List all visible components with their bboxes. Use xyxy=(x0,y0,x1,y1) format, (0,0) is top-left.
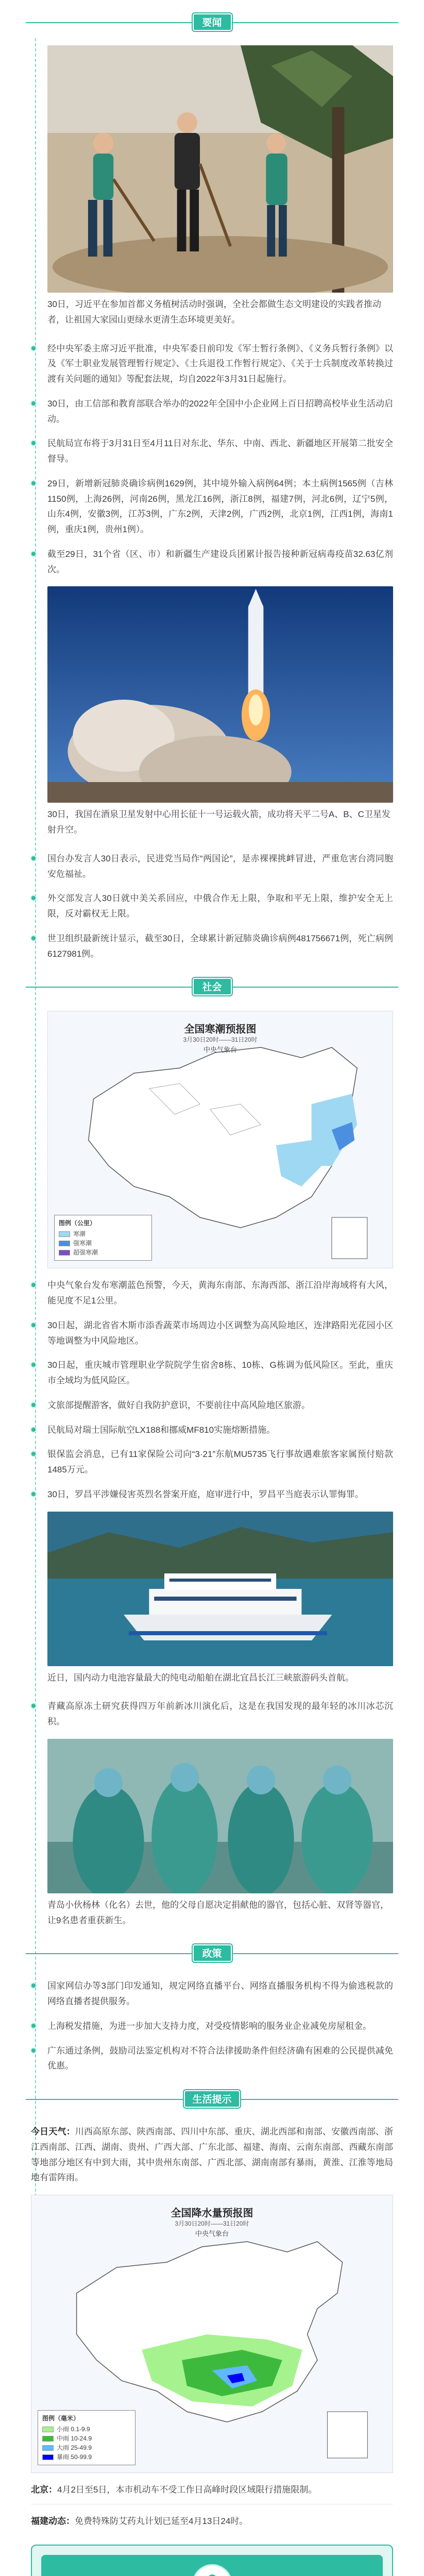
life-header xyxy=(26,2084,398,2115)
news-item: 30日，由工信部和教育部联合举办的2022年全国中小企业网上百日招聘高校毕业生活动启动。 xyxy=(47,396,393,427)
page xyxy=(0,7,424,2576)
life-item: 福建动态：免费特殊防艾药丸计划已延至4月13日24时。 xyxy=(31,2516,248,2526)
life-badge: 生活提示 xyxy=(184,2090,240,2108)
rain-map-legend: 图例（毫米） 小雨 0.1-9.9 中雨 10-24.9 大雨 25-49.9 暴雨 50-99.9 xyxy=(38,2410,135,2465)
society-item: 文旅部提醒游客，做好自我防护意识，不要前往中高风险地区旅游。 xyxy=(47,1398,393,1413)
policy-item: 上海税发措施，为进一步加大支持力度，对受疫情影响的服务业企业减免房屋租金。 xyxy=(47,2019,393,2034)
news-item: 29日，新增新冠肺炎确诊病例1629例，其中境外输入病例64例；本土病例1565例（吉林1150例，上海26例，河南26例，黑龙江16例，浙江8例，福建7例，河北6例，辽宁5例，山东4例，安徽3例，江苏3例，广东2例，天津2例，广西2例，北京1例，江西1例，海南1例，重庆1例，贵州1例）。 xyxy=(47,476,393,537)
policy-item: 国家网信办等3部门印发通知，规定网络直播平台、网络直播服务机构不得为偷逃税款的网络直播者提供服务。 xyxy=(47,1978,393,2009)
news-item: 截至29日，31个省（区、市）和新疆生产建设兵团累计报告接种新冠病毒疫苗32.63亿剂次。 xyxy=(47,547,393,578)
society-item: 中央气象台发布寒潮蓝色预警，今天，黄海东南部、东海西部、浙江沿岸海域将有大风，能见度不足1公里。 xyxy=(47,1278,393,1309)
news-badge: 要闻 xyxy=(193,13,232,31)
map-subtitle: 3月30日20时——31日20时 xyxy=(183,1036,258,1044)
policy-badge: 政策 xyxy=(193,1944,232,1962)
electric-ship-caption: 近日，国内动力电池容量最大的纯电动船舶在湖北宜昌长江三峡旅游码头首航。 xyxy=(47,1672,354,1683)
society-item: 30日起，重庆城市管理职业学院院学生宿舍8栋、10栋、G栋调为低风险区。至此，重庆市全域均为低风险区。 xyxy=(47,1358,393,1388)
tree-planting-photo xyxy=(47,45,393,293)
society-item: 民航局对瑞士国际航空LX188和挪威MF810实施熔断措施。 xyxy=(47,1422,393,1438)
rain-map-org: 中央气象台 xyxy=(195,2230,229,2238)
society-badge: 社会 xyxy=(193,978,232,995)
legend-swatch xyxy=(42,2445,54,2451)
legend-swatch xyxy=(42,2436,54,2442)
society-item: 30日起，湖北省省木斯市添香蔬菜市场周边小区调整为高风险地区，连津路阳光花园小区等地调整为中风险地区。 xyxy=(47,1318,393,1349)
legend-swatch xyxy=(59,1231,70,1237)
tree-planting-caption: 30日，习近平在参加首都义务植树活动时强调，全社会都做生态文明建设的实践者推动者，让祖国大家园山更绿水更清生态环境更美好。 xyxy=(47,299,381,325)
weather-item: 今日天气：川西高原东部、陕西南部、四川中东部、重庆、湖北西部和南部、安徽西南部、浙江西南部、江西、湖南、贵州、广西大部、广东北部、福建、海南、云南东南部、西藏东南部等地部分地区有中到大雨，其中贵州东南部、广西北部、湖南南部有暴雨，黄淮、江淮等地局地有雷阵雨。 xyxy=(31,2127,393,2183)
organ-donation-caption: 青岛小伙杨林（化名）去世，他的父母自愿决定捐献他的器官，包括心脏、双肾等器官，让9名患者重获新生。 xyxy=(47,1900,389,1925)
legend-swatch xyxy=(42,2454,54,2460)
map-org: 中央气象台 xyxy=(203,1046,237,1054)
legend-swatch xyxy=(42,2427,54,2432)
map-legend: 图例（公里） 寒潮 强寒潮 超强寒潮 xyxy=(54,1215,152,1261)
society-item: 30日，罗昌平涉嫌侵害英烈名誉案开庭，庭审进行中，罗昌平当庭表示认罪悔罪。 xyxy=(47,1487,393,1502)
legend-swatch xyxy=(59,1241,70,1246)
rocket-launch-photo xyxy=(47,586,393,803)
news-item: 国台办发言人30日表示，民进党当局作“两国论”，是赤裸裸挑衅冒进，严重危害台湾同胞安危福祉。 xyxy=(47,851,393,882)
flower-logo-icon xyxy=(192,2564,232,2576)
news-item: 世卫组织最新统计显示，截至30日，全球累计新冠肺炎确诊病例481756671例，死亡病例6127981例。 xyxy=(47,931,393,962)
society-item: 银保监会消息，已有11家保险公司向“3·21”东航MU5735飞行事故遇难旅客家属预付赔款1485万元。 xyxy=(47,1447,393,1478)
cold-wave-map xyxy=(47,1011,393,1268)
news-item: 经中央军委主席习近平批准，中央军委日前印发《军士暂行条例》、《义务兵暂行条例》以及《军士职业发展管理暂行规定》、《士兵退役工作暂行规定》、《关于士兵制度改革转换过渡有关问题的通知》等配套法规，均自2022年3月31日起施行。 xyxy=(47,341,393,387)
society-header xyxy=(26,972,398,1003)
life-section xyxy=(26,2124,398,2529)
news-item: 民航局宣布将于3月31日至4月11日对东北、华东、中南、西北、新疆地区开展第二批安全督导。 xyxy=(47,436,393,467)
electric-ship-photo xyxy=(47,1512,393,1666)
policy-item: 广东通过条例，鼓励司法鉴定机构对不符合法律援助条件但经济确有困难的公民提供减免优惠。 xyxy=(47,2043,393,2074)
rainfall-map xyxy=(31,2195,393,2473)
society-item: 青藏高原冻土研究获得四万年前新冰川演化后，这是在我国发现的最年轻的冰川冰芯沉积。 xyxy=(47,1699,393,1730)
life-item: 北京：4月2日至5日，本市机动车不受工作日高峰时段区域限行措施限制。 xyxy=(31,2482,393,2504)
rain-map-title: 全国降水量预报图 xyxy=(171,2208,253,2219)
news-section xyxy=(26,45,398,961)
rain-map-subtitle: 3月30日20时——31日20时 xyxy=(175,2220,249,2227)
society-section xyxy=(26,1011,398,1928)
policy-header xyxy=(26,1938,398,1969)
legend-swatch xyxy=(59,1250,70,1256)
rocket-launch-caption: 30日，我国在酒泉卫星发射中心用长征十一号运载火箭，成功将天平二号A、B、C卫星发射升空。 xyxy=(47,809,391,835)
closing-quote-card xyxy=(31,2545,393,2576)
map-title: 全国寒潮预报图 xyxy=(184,1024,257,1036)
news-item: 外交部发言人30日就中美关系回应，中俄合作无上限，争取和平无上限，维护安全无上限，反对霸权无上限。 xyxy=(47,891,393,922)
policy-section xyxy=(26,1978,398,2074)
news-header xyxy=(26,7,398,38)
organ-donation-photo xyxy=(47,1739,393,1893)
